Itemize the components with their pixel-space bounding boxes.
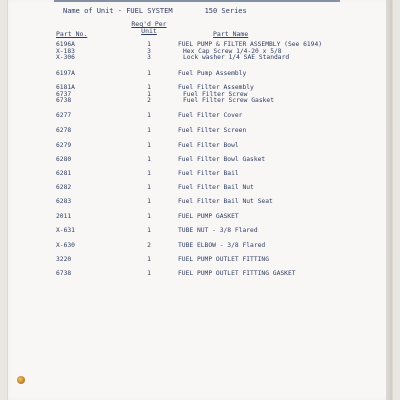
part-name-cell-line: FUEL PUMP GASKET (178, 213, 239, 220)
part-name-cell (178, 171, 239, 178)
quantity-cell-line: 1 (147, 184, 151, 191)
part-name-cell (178, 228, 258, 235)
part-number-cell-line: 6196A (56, 41, 75, 48)
quantity-cell-line: 1 (147, 227, 151, 234)
part-name-cell-line: Lock washer 1/4 SAE Standard (183, 54, 290, 62)
part-name-cell-line: Fuel Filter Bail Nut (178, 184, 254, 191)
part-name-cell-line: Fuel Filter Assembly (178, 84, 254, 91)
part-number-cell (56, 171, 71, 178)
part-name-cell-line: Fuel Filter Screw (183, 90, 248, 98)
part-name-cell-line: TUBE ELBOW - 3/8 Flared (178, 242, 266, 249)
part-name-cell (178, 243, 265, 250)
part-number-cell-line: 6283 (56, 198, 72, 205)
part-number-cell (56, 257, 71, 264)
unit-name: Name of Unit - FUEL SYSTEM (63, 7, 173, 15)
part-name-cell-line: FUEL PUMP & FILTER ASSEMBLY (See 6194) (178, 41, 323, 48)
quantity-cell (143, 157, 155, 164)
part-name-cell (178, 85, 274, 105)
part-number-cell-line: 6181A (56, 84, 75, 91)
quantity-cell-line: 1 (147, 90, 151, 98)
part-name-cell (178, 128, 246, 135)
part-number-cell-line: X-631 (56, 227, 75, 234)
part-number-cell (56, 271, 71, 278)
part-name-cell (178, 113, 242, 120)
quantity-cell-line: 3 (147, 54, 151, 62)
part-name-cell-line: Fuel Filter Bowl (178, 142, 239, 149)
quantity-cell (143, 199, 155, 206)
part-name-cell-line: Fuel Filter Screw Gasket (183, 97, 274, 105)
quantity-cell-line: 1 (147, 41, 151, 48)
quantity-cell-line: 1 (147, 213, 151, 220)
part-number-cell-line: X-306 (56, 54, 75, 62)
part-number-cell-line: 6282 (56, 184, 72, 191)
series-label: 150 Series (204, 7, 247, 15)
part-name-cell-line: Hex Cap Screw 1/4-20 x 5/8 (183, 47, 282, 55)
part-number-cell (56, 199, 71, 206)
quantity-cell (143, 243, 155, 250)
quantity-cell-line: 1 (147, 170, 151, 177)
quantity-cell (143, 113, 155, 120)
quantity-cell-line: 1 (147, 127, 151, 134)
quantity-cell-line: 1 (147, 256, 151, 263)
quantity-cell (143, 143, 155, 150)
quantity-cell-line: 1 (147, 84, 151, 91)
part-number-cell-line: 6197A (56, 70, 75, 77)
quantity-cell-line: 1 (147, 270, 151, 277)
quantity-cell (143, 128, 155, 135)
part-number-cell-line: 6278 (56, 127, 72, 134)
part-name-cell-line: Fuel Filter Screen (178, 127, 247, 134)
part-number-cell (56, 42, 75, 62)
column-header-reqd-per-unit: Req'd Per Unit (131, 20, 167, 35)
quantity-cell (143, 42, 155, 62)
part-name-cell-line: FUEL PUMP OUTLET FITTING (178, 256, 269, 263)
part-number-cell-line: 6280 (56, 156, 72, 163)
quantity-cell-line: 1 (147, 70, 151, 77)
part-number-cell (56, 185, 71, 192)
quantity-cell (143, 71, 155, 78)
part-number-cell-line: 6738 (56, 270, 72, 277)
part-name-cell-line: Fuel Filter Bail (178, 170, 239, 177)
part-name-cell (178, 157, 265, 164)
part-name-cell-line: Fuel Pump Assembly (178, 70, 247, 77)
part-number-cell (56, 71, 75, 78)
quantity-cell-line: 1 (147, 198, 151, 205)
part-name-cell (178, 214, 239, 221)
part-number-cell (56, 113, 71, 120)
part-number-cell-line: X-630 (56, 242, 75, 249)
part-number-cell (56, 243, 75, 250)
column-header-part-name: Part Name (213, 30, 249, 38)
part-number-cell (56, 214, 71, 221)
part-number-cell (56, 85, 75, 105)
column-header-part-no: Part No. (56, 30, 88, 38)
quantity-cell (143, 85, 155, 105)
quantity-cell (143, 171, 155, 178)
quantity-cell-line: 2 (147, 242, 151, 249)
quantity-cell (143, 271, 155, 278)
quantity-cell-line: 1 (147, 112, 151, 119)
part-number-cell-line: X-183 (56, 47, 75, 55)
quantity-cell-line: 2 (147, 97, 151, 105)
part-number-cell (56, 143, 71, 150)
part-number-cell-line: 6737 (56, 90, 72, 98)
part-name-cell-line: FUEL PUMP OUTLET FITTING GASKET (178, 270, 296, 277)
part-name-cell (178, 71, 246, 78)
part-number-cell-line: 6279 (56, 142, 72, 149)
part-number-cell (56, 157, 71, 164)
quantity-cell (143, 185, 155, 192)
part-name-cell (178, 143, 239, 150)
quantity-cell (143, 257, 155, 264)
part-name-cell-line: TUBE NUT - 3/8 Flared (178, 227, 258, 234)
part-name-cell (178, 271, 296, 278)
part-name-cell-line: Fuel Filter Cover (178, 112, 243, 119)
binder-hole-mark (17, 376, 25, 384)
part-name-cell (178, 42, 322, 62)
part-name-cell (178, 185, 254, 192)
part-number-cell-line: 3220 (56, 256, 72, 263)
part-number-cell (56, 128, 71, 135)
part-number-cell-line: 6277 (56, 112, 72, 119)
part-name-cell (178, 199, 273, 206)
part-number-cell-line: 6281 (56, 170, 72, 177)
part-number-cell-line: 6738 (56, 97, 72, 105)
quantity-cell-line: 3 (147, 47, 151, 55)
part-number-cell (56, 228, 75, 235)
part-name-cell-line: Fuel Filter Bowl Gasket (178, 156, 266, 163)
quantity-cell (143, 228, 155, 235)
quantity-cell-line: 1 (147, 142, 151, 149)
quantity-cell-line: 1 (147, 156, 151, 163)
part-number-cell-line: 2011 (56, 213, 72, 220)
quantity-cell (143, 214, 155, 221)
part-name-cell-line: Fuel Filter Bail Nut Seat (178, 198, 273, 205)
part-name-cell (178, 257, 269, 264)
